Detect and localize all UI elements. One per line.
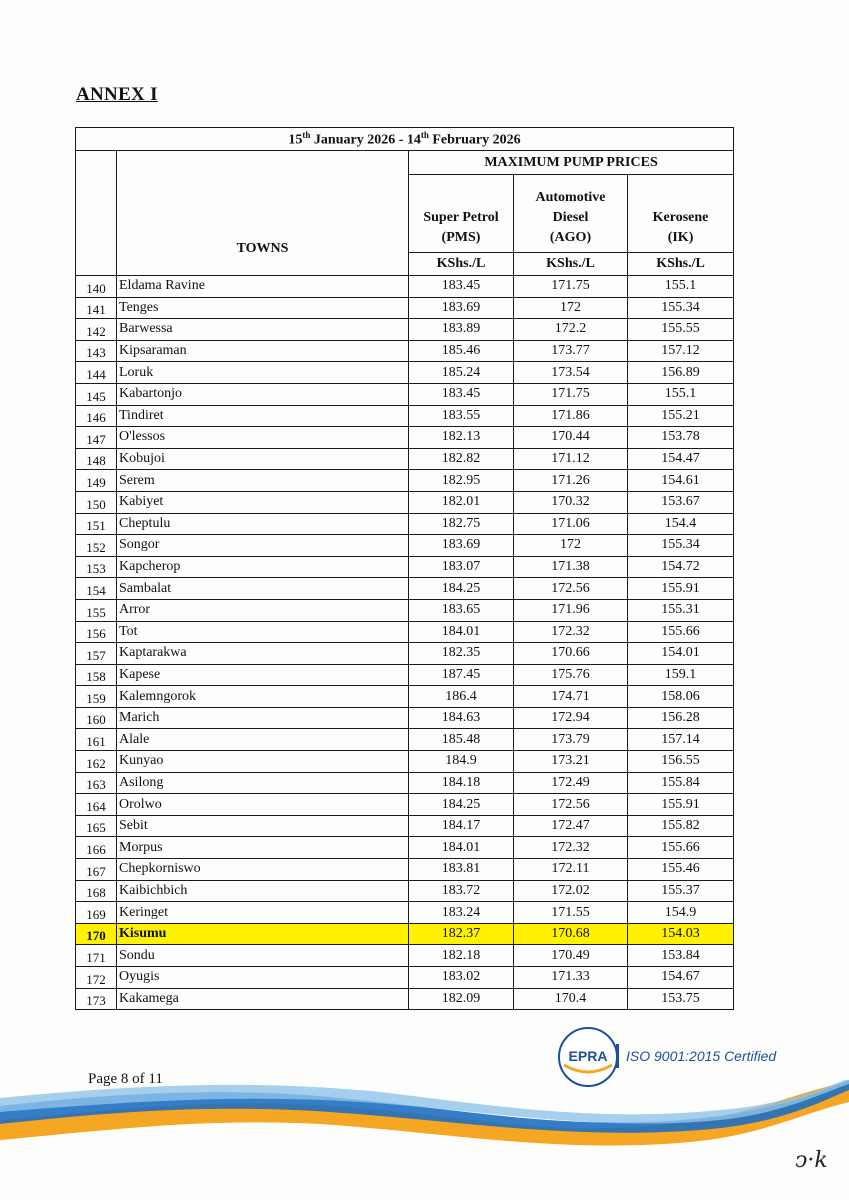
- town-name: Barwessa: [117, 319, 409, 341]
- ago-price: 173.21: [514, 751, 628, 773]
- pms-price: 183.55: [409, 405, 514, 427]
- table-row: [76, 340, 734, 362]
- row-number: 140: [76, 276, 117, 298]
- ago-price: 175.76: [514, 664, 628, 686]
- pms-price: 182.35: [409, 643, 514, 665]
- ik-price: 155.66: [628, 621, 734, 643]
- ago-price: 170.4: [514, 988, 628, 1010]
- cert-divider: [616, 1044, 619, 1068]
- pms-price: 183.65: [409, 599, 514, 621]
- pms-price: 185.48: [409, 729, 514, 751]
- pms-price: 184.01: [409, 837, 514, 859]
- ago-price: 171.26: [514, 470, 628, 492]
- pms-price: 183.81: [409, 859, 514, 881]
- pms-price: 182.18: [409, 945, 514, 967]
- town-name: Kalemngorok: [117, 686, 409, 708]
- row-number: 160: [76, 707, 117, 729]
- ik-price: 158.06: [628, 686, 734, 708]
- town-name: Kaibichbich: [117, 880, 409, 902]
- pms-price: 182.75: [409, 513, 514, 535]
- ago-price: 174.71: [514, 686, 628, 708]
- ik-price: 155.34: [628, 297, 734, 319]
- ik-price: 157.14: [628, 729, 734, 751]
- row-number: 151: [76, 513, 117, 535]
- row-number: 154: [76, 578, 117, 600]
- pms-price: 183.07: [409, 556, 514, 578]
- ago-price: 173.77: [514, 340, 628, 362]
- ik-price: 156.55: [628, 751, 734, 773]
- iso-certification: ISO 9001:2015 Certified: [626, 1048, 777, 1064]
- table-row: [76, 686, 734, 708]
- pms-price: 183.45: [409, 383, 514, 405]
- town-name: Kapese: [117, 664, 409, 686]
- pms-header: Super Petrol (PMS): [409, 175, 514, 253]
- ago-price: 171.96: [514, 599, 628, 621]
- ago-price: 172: [514, 535, 628, 557]
- ik-unit: KShs./L: [628, 253, 734, 276]
- row-number: 157: [76, 643, 117, 665]
- ago-price: 173.54: [514, 362, 628, 384]
- ago-price: 172.49: [514, 772, 628, 794]
- ik-price: 155.84: [628, 772, 734, 794]
- table-row: [76, 751, 734, 773]
- row-number: 171: [76, 945, 117, 967]
- pms-price: 184.18: [409, 772, 514, 794]
- table-row-highlighted: [76, 923, 734, 945]
- town-name: Kisumu: [117, 923, 409, 945]
- page-number: Page 8 of 11: [88, 1071, 163, 1087]
- pms-price: 184.25: [409, 578, 514, 600]
- row-number: 142: [76, 319, 117, 341]
- row-number: 165: [76, 815, 117, 837]
- pump-price-table: [75, 127, 734, 1010]
- town-name: Arror: [117, 599, 409, 621]
- ago-price: 170.44: [514, 427, 628, 449]
- pms-price: 182.09: [409, 988, 514, 1010]
- town-name: Tot: [117, 621, 409, 643]
- ago-price: 171.75: [514, 276, 628, 298]
- pms-price: 184.01: [409, 621, 514, 643]
- ik-price: 156.89: [628, 362, 734, 384]
- pms-price: 183.45: [409, 276, 514, 298]
- pms-price: 184.9: [409, 751, 514, 773]
- ago-price: 171.55: [514, 902, 628, 924]
- row-number: 144: [76, 362, 117, 384]
- period-header: 15th January 2026 - 14th February 2026: [76, 128, 734, 151]
- town-name: Kabartonjo: [117, 383, 409, 405]
- table-row: [76, 362, 734, 384]
- ik-price: 155.31: [628, 599, 734, 621]
- row-number: 166: [76, 837, 117, 859]
- pms-price: 182.95: [409, 470, 514, 492]
- pms-price: 182.37: [409, 923, 514, 945]
- row-number: 158: [76, 664, 117, 686]
- ik-price: 155.66: [628, 837, 734, 859]
- row-number: 162: [76, 751, 117, 773]
- ago-price: 172.56: [514, 578, 628, 600]
- ik-price: 155.91: [628, 794, 734, 816]
- row-number: 145: [76, 383, 117, 405]
- table-row: [76, 967, 734, 989]
- ago-price: 172: [514, 297, 628, 319]
- town-name: Kipsaraman: [117, 340, 409, 362]
- row-number: 173: [76, 988, 117, 1010]
- ago-header: Automotive Diesel (AGO): [514, 175, 628, 253]
- table-row: [76, 405, 734, 427]
- town-name: Songor: [117, 535, 409, 557]
- table-row: [76, 988, 734, 1010]
- table-row: [76, 448, 734, 470]
- table-row: [76, 599, 734, 621]
- town-name: Cheptulu: [117, 513, 409, 535]
- town-name: Kakamega: [117, 988, 409, 1010]
- row-number: 161: [76, 729, 117, 751]
- town-name: Asilong: [117, 772, 409, 794]
- ago-price: 172.94: [514, 707, 628, 729]
- table-row: [76, 513, 734, 535]
- table-row: [76, 794, 734, 816]
- town-name: Chepkorniswo: [117, 859, 409, 881]
- row-number: 164: [76, 794, 117, 816]
- ik-price: 155.34: [628, 535, 734, 557]
- table-row: [76, 729, 734, 751]
- table-row: [76, 772, 734, 794]
- ik-price: 154.9: [628, 902, 734, 924]
- ik-price: 155.55: [628, 319, 734, 341]
- town-name: Orolwo: [117, 794, 409, 816]
- ik-price: 154.4: [628, 513, 734, 535]
- ik-price: 153.78: [628, 427, 734, 449]
- ago-price: 170.49: [514, 945, 628, 967]
- pms-price: 182.13: [409, 427, 514, 449]
- footer-wave: [0, 1080, 849, 1160]
- town-name: Kunyao: [117, 751, 409, 773]
- ago-price: 170.66: [514, 643, 628, 665]
- towns-header: TOWNS: [117, 151, 409, 276]
- ik-price: 155.82: [628, 815, 734, 837]
- ago-price: 172.47: [514, 815, 628, 837]
- ik-price: 153.84: [628, 945, 734, 967]
- town-name: Sambalat: [117, 578, 409, 600]
- row-number: 156: [76, 621, 117, 643]
- ago-price: 171.38: [514, 556, 628, 578]
- ago-price: 172.02: [514, 880, 628, 902]
- town-name: Eldama Ravine: [117, 276, 409, 298]
- table-row: [76, 319, 734, 341]
- ago-price: 172.2: [514, 319, 628, 341]
- town-name: Keringet: [117, 902, 409, 924]
- ik-price: 155.91: [628, 578, 734, 600]
- row-number: 146: [76, 405, 117, 427]
- row-number: 167: [76, 859, 117, 881]
- town-name: Alale: [117, 729, 409, 751]
- row-number: 149: [76, 470, 117, 492]
- table-row: [76, 707, 734, 729]
- town-name: Oyugis: [117, 967, 409, 989]
- row-number: 150: [76, 491, 117, 513]
- max-prices-header: MAXIMUM PUMP PRICES: [409, 151, 734, 175]
- town-name: Tindiret: [117, 405, 409, 427]
- row-number: 147: [76, 427, 117, 449]
- row-number: 172: [76, 967, 117, 989]
- ik-price: 155.1: [628, 276, 734, 298]
- town-name: Tenges: [117, 297, 409, 319]
- pms-price: 185.24: [409, 362, 514, 384]
- pms-price: 184.25: [409, 794, 514, 816]
- table-row: [76, 276, 734, 298]
- table-row: [76, 902, 734, 924]
- table-row: [76, 297, 734, 319]
- row-number: 148: [76, 448, 117, 470]
- pms-price: 185.46: [409, 340, 514, 362]
- row-number: 153: [76, 556, 117, 578]
- ik-price: 159.1: [628, 664, 734, 686]
- ik-price: 155.21: [628, 405, 734, 427]
- town-name: Sebit: [117, 815, 409, 837]
- ik-price: 154.72: [628, 556, 734, 578]
- ago-price: 172.32: [514, 621, 628, 643]
- town-name: Kapcherop: [117, 556, 409, 578]
- ago-price: 171.86: [514, 405, 628, 427]
- town-name: Marich: [117, 707, 409, 729]
- ik-price: 154.01: [628, 643, 734, 665]
- table-row: [76, 945, 734, 967]
- pms-price: 183.69: [409, 535, 514, 557]
- table-row: [76, 383, 734, 405]
- row-number: 169: [76, 902, 117, 924]
- ik-price: 153.67: [628, 491, 734, 513]
- ik-price: 155.1: [628, 383, 734, 405]
- pms-price: 184.17: [409, 815, 514, 837]
- logo-text: EPRA: [568, 1048, 608, 1064]
- ago-price: 171.33: [514, 967, 628, 989]
- pms-price: 184.63: [409, 707, 514, 729]
- table-row: [76, 880, 734, 902]
- table-row: [76, 427, 734, 449]
- ik-price: 154.03: [628, 923, 734, 945]
- ago-price: 172.56: [514, 794, 628, 816]
- town-name: Loruk: [117, 362, 409, 384]
- ik-price: 157.12: [628, 340, 734, 362]
- ago-price: 171.12: [514, 448, 628, 470]
- pms-price: 183.89: [409, 319, 514, 341]
- table-row: [76, 491, 734, 513]
- ago-price: 170.68: [514, 923, 628, 945]
- ik-price: 153.75: [628, 988, 734, 1010]
- row-number: 155: [76, 599, 117, 621]
- row-number: 168: [76, 880, 117, 902]
- table-row: [76, 621, 734, 643]
- ik-price: 155.37: [628, 880, 734, 902]
- row-number: 159: [76, 686, 117, 708]
- row-number: 163: [76, 772, 117, 794]
- table-row: [76, 535, 734, 557]
- ago-price: 171.06: [514, 513, 628, 535]
- row-number: 152: [76, 535, 117, 557]
- table-row: [76, 859, 734, 881]
- pms-price: 183.02: [409, 967, 514, 989]
- table-row: [76, 643, 734, 665]
- ik-price: 155.46: [628, 859, 734, 881]
- town-name: Kobujoi: [117, 448, 409, 470]
- index-header: [76, 151, 117, 276]
- town-name: Kabiyet: [117, 491, 409, 513]
- town-name: O'lessos: [117, 427, 409, 449]
- row-number: 170: [76, 923, 117, 945]
- ik-header: Kerosene (IK): [628, 175, 734, 253]
- table-row: [76, 664, 734, 686]
- handwritten-initials: ↄ·k: [795, 1148, 828, 1173]
- annex-title: ANNEX I: [76, 84, 158, 105]
- table-row: [76, 578, 734, 600]
- town-name: Morpus: [117, 837, 409, 859]
- table-row: [76, 815, 734, 837]
- ago-price: 170.32: [514, 491, 628, 513]
- ago-price: 171.75: [514, 383, 628, 405]
- pms-price: 183.24: [409, 902, 514, 924]
- ago-unit: KShs./L: [514, 253, 628, 276]
- town-name: Sondu: [117, 945, 409, 967]
- pms-price: 183.69: [409, 297, 514, 319]
- table-row: [76, 556, 734, 578]
- ago-price: 172.11: [514, 859, 628, 881]
- ago-price: 173.79: [514, 729, 628, 751]
- pms-price: 186.4: [409, 686, 514, 708]
- ago-price: 172.32: [514, 837, 628, 859]
- pms-unit: KShs./L: [409, 253, 514, 276]
- pms-price: 182.82: [409, 448, 514, 470]
- town-name: Serem: [117, 470, 409, 492]
- town-name: Kaptarakwa: [117, 643, 409, 665]
- ik-price: 156.28: [628, 707, 734, 729]
- table-row: [76, 837, 734, 859]
- row-number: 141: [76, 297, 117, 319]
- row-number: 143: [76, 340, 117, 362]
- ik-price: 154.61: [628, 470, 734, 492]
- ik-price: 154.47: [628, 448, 734, 470]
- ik-price: 154.67: [628, 967, 734, 989]
- pms-price: 182.01: [409, 491, 514, 513]
- pms-price: 187.45: [409, 664, 514, 686]
- pms-price: 183.72: [409, 880, 514, 902]
- table-row: [76, 470, 734, 492]
